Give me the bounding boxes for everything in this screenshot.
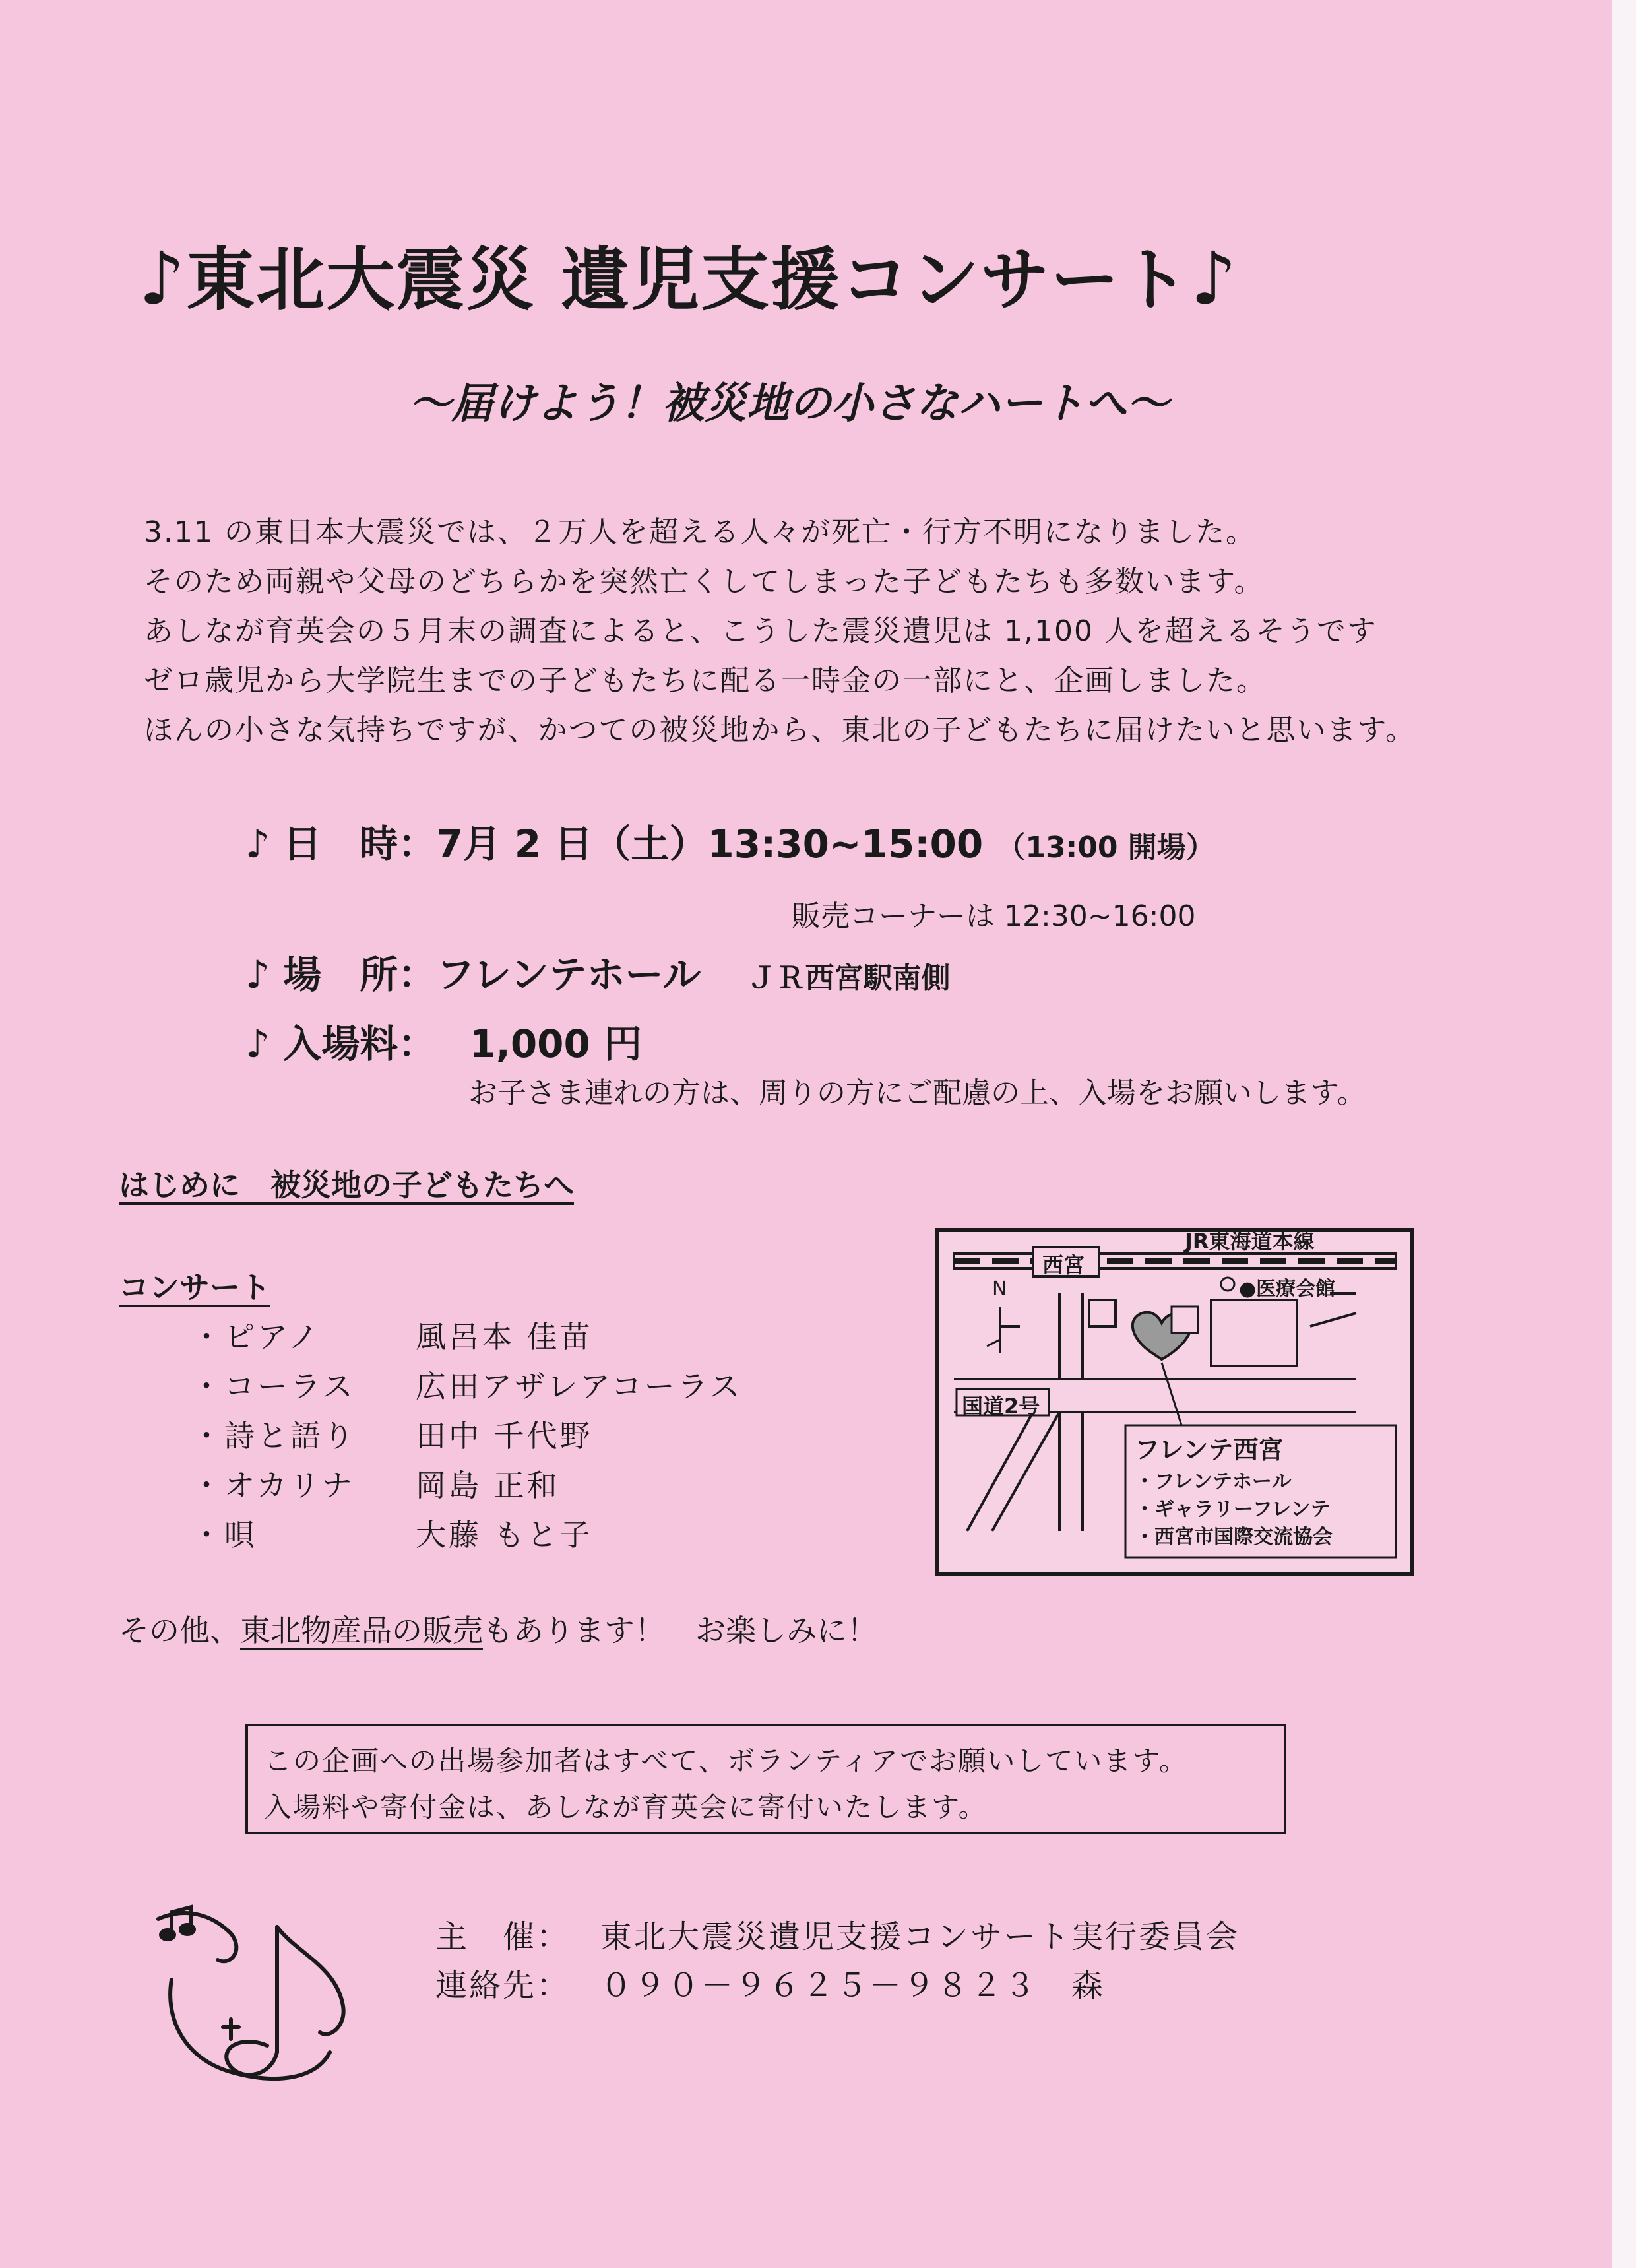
music-note-icon: ♪ [245, 822, 270, 866]
music-note-icon-right: ♪ [1190, 236, 1238, 321]
subtitle: ～届けよう！被災地の小さなハートへ～ [409, 379, 1169, 428]
datetime-label: 日 時： [283, 822, 437, 866]
map-venue-item-2: ・ギャラリーフレンテ [1135, 1498, 1331, 1521]
access-map [934, 1227, 1414, 1577]
music-note-illustration [145, 1887, 369, 2112]
sales-note: 販売コーナーは 12:30~16:00 [792, 899, 1196, 933]
place-row [245, 944, 951, 999]
notice-line-1: この企画への出場参加者はすべて、ボランティアでお願いしています。 [264, 1745, 1188, 1777]
intro-line-5: ほんの小さな気持ちですが、かつての被災地から、東北の子どもたちに届けたいと思います。 [144, 713, 1416, 747]
other-prefix: その他、 [119, 1613, 240, 1648]
datetime-row [245, 813, 1215, 868]
intro-line-3: あしなが育英会の５月末の調査によると、こうした震災遺児は 1,100 人を超えるそうです [144, 614, 1377, 648]
music-note-icon: ♪ [139, 236, 187, 321]
intro-line-1: 3.11 の東日本大震災では、２万人を超える人々が死亡・行方不明になりました。 [144, 515, 1256, 549]
intro-line-4: ゼロ歳児から大学院生までの子どもたちに配る一時金の一部にと、企画しました。 [144, 664, 1267, 697]
program-name-1: 風呂本 佳苗 [416, 1319, 593, 1355]
contact-value: ０９０－９６２５－９８２３ 森 [600, 1967, 1106, 2004]
host-value: 東北大震災遺児支援コンサート実行委員会 [600, 1918, 1240, 1955]
map-venue-item-1: ・フレンテホール [1135, 1470, 1292, 1493]
fee-value: 1,000 円 [469, 1021, 643, 1066]
program-part-4: ・オカリナ [191, 1468, 355, 1503]
map-rail-label: JR東海道本線 [1185, 1229, 1315, 1254]
map-station-label: 西宮 [1042, 1252, 1085, 1278]
paper-edge [1612, 0, 1636, 2268]
place-label: 場 所： [283, 952, 437, 997]
map-venue-title: フレンテ西宮 [1135, 1435, 1284, 1464]
program-part-1: ・ピアノ [191, 1319, 321, 1355]
datetime-open: （13:00 開場） [996, 831, 1215, 864]
fee-label: 入場料： [283, 1021, 437, 1066]
other-suffix: もあります！ お楽しみに！ [483, 1613, 877, 1648]
music-note-icon: ♪ [245, 952, 270, 997]
program-name-2: 広田アザレアコーラス [416, 1369, 743, 1404]
other-events [119, 1607, 877, 1650]
fee-row [245, 1013, 642, 1068]
map-road-label: 国道2号 [962, 1394, 1040, 1419]
datetime-value: 7月 2 日（土）13:30~15:00 [436, 822, 984, 866]
contact-label: 連絡先： [435, 1967, 571, 2004]
volunteer-notice [245, 1724, 1286, 1834]
place-note: ＪＲ西宮駅南側 [747, 961, 951, 995]
program-name-3: 田中 千代野 [416, 1418, 593, 1454]
page-title [139, 224, 1497, 330]
program-name-4: 岡島 正和 [416, 1468, 560, 1503]
program-name-5: 大藤 もと子 [416, 1517, 593, 1553]
map-north-label: N [992, 1278, 1007, 1301]
notice-line-2: 入場料や寄付金は、あしなが育英会に寄付いたします。 [264, 1791, 988, 1823]
map-venue-item-3: ・西宮市国際交流協会 [1135, 1526, 1333, 1549]
intro-line-2: そのため両親や父母のどちらかを突然亡くしてしまった子どもたちも多数います。 [144, 565, 1265, 599]
host-label: 主 催： [435, 1918, 571, 1955]
program-part-2: ・コーラス [191, 1369, 356, 1404]
opening-heading: はじめに 被災地の子どもたちへ [119, 1167, 574, 1203]
place-value: フレンテホール [436, 952, 701, 997]
children-note: お子さま連れの方は、周りの方にご配慮の上、入場をお願いします。 [468, 1076, 1366, 1110]
concert-heading: コンサート [119, 1270, 270, 1305]
music-note-icon: ♪ [245, 1021, 270, 1066]
program-part-3: ・詩と語り [191, 1418, 356, 1454]
program-part-5: ・唄 [191, 1517, 257, 1553]
map-hospital-label: ●医療会館 [1239, 1278, 1336, 1301]
title-text: 東北大震災 遺児支援コンサート [186, 240, 1191, 320]
other-underlined: 東北物産品の販売 [240, 1613, 483, 1648]
